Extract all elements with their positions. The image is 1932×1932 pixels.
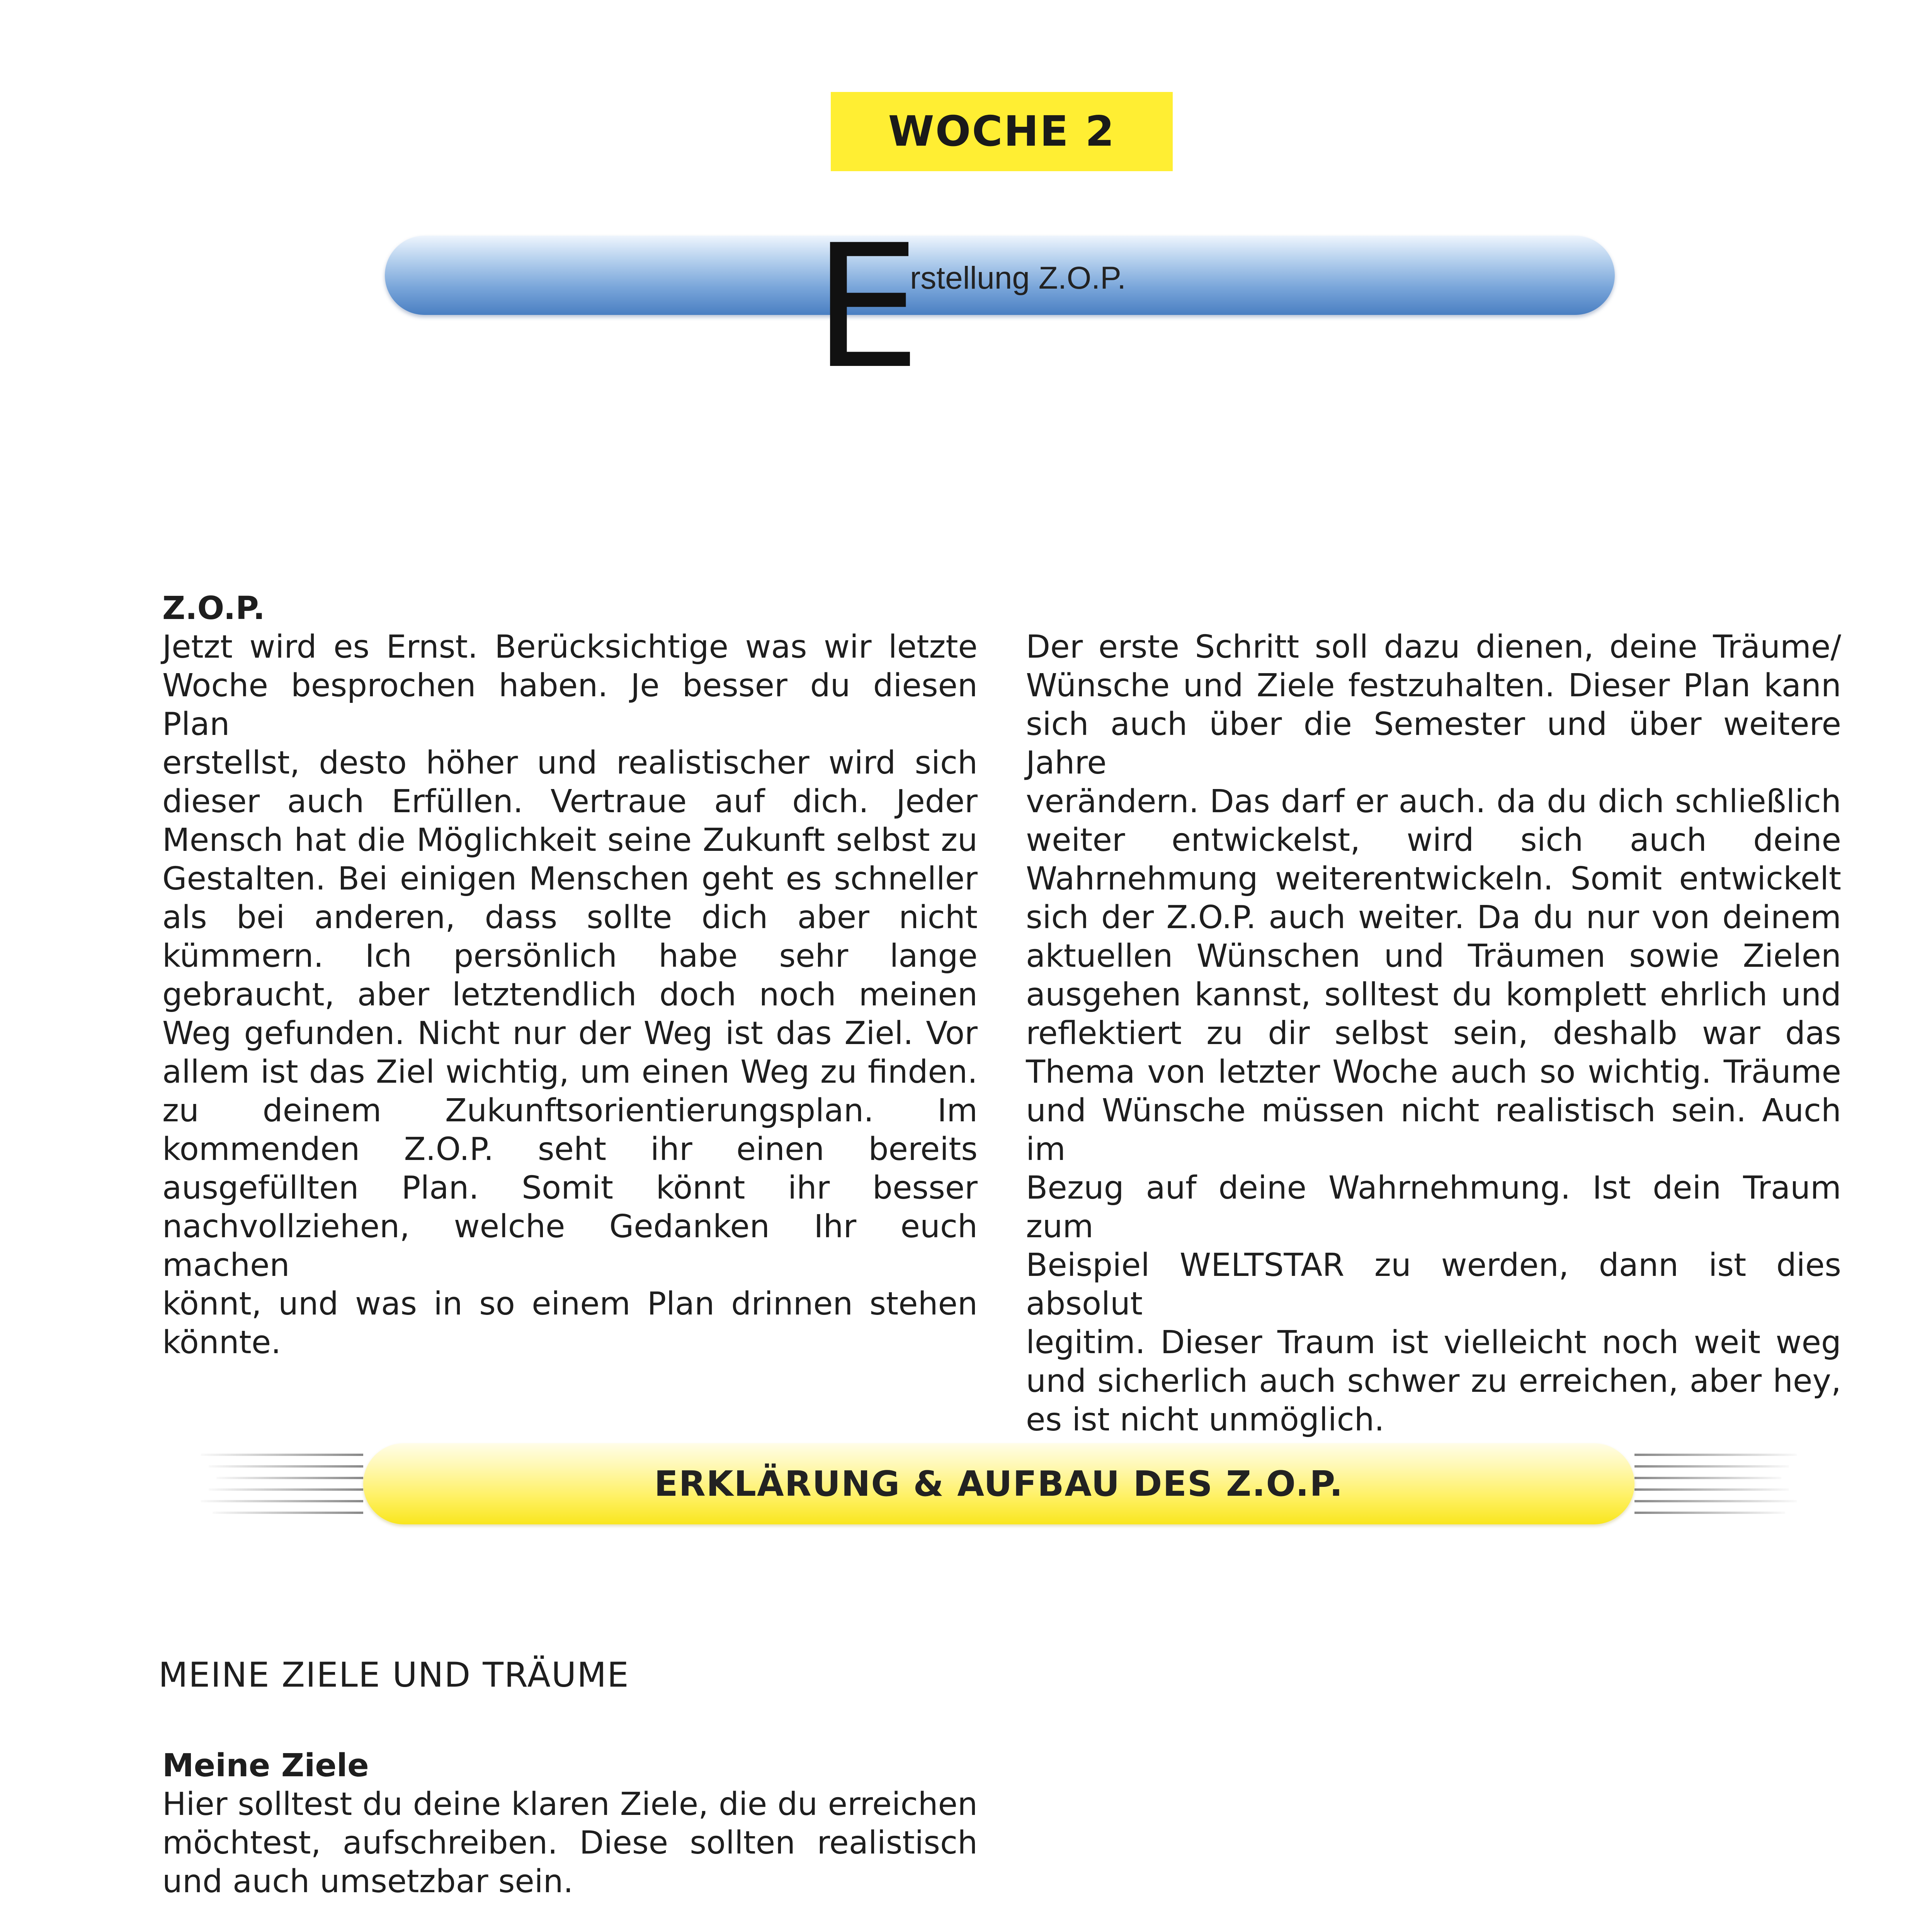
text-line: ausgefüllten Plan. Somit könnt ihr besser xyxy=(162,1170,978,1206)
intro-left-column xyxy=(162,628,978,1362)
ziele-title: Meine Ziele xyxy=(162,1747,369,1784)
ziele-traeume-heading: MEINE ZIELE UND TRÄUME xyxy=(158,1655,629,1695)
title-dropcap: E xyxy=(813,208,921,406)
text-line: Weg gefunden. Nicht nur der Weg ist das Ziel. Vor xyxy=(162,1015,978,1052)
text-line: Mensch hat die Möglichkeit seine Zukunft selbst zu xyxy=(162,822,978,859)
text-line: Wahrnehmung weiterentwickeln. Somit entwickelt xyxy=(1026,861,1841,897)
text-line: legitim. Dieser Traum ist vielleicht noch weit weg xyxy=(1026,1324,1841,1361)
text-line: nachvollziehen, welche Gedanken Ihr euch machen xyxy=(162,1208,978,1284)
text-line: erstellst, desto höher und realistischer wird sich xyxy=(162,745,978,781)
intro-heading: Z.O.P. xyxy=(162,590,265,627)
text-line: dieser auch Erfüllen. Vertraue auf dich. Jeder xyxy=(162,783,978,820)
text-line: zu deinem Zukunftsorientierungsplan. Im xyxy=(162,1092,978,1129)
intro-right-column xyxy=(1026,628,1841,1439)
speed-lines-right xyxy=(1634,1454,1797,1515)
text-line: und sicherlich auch schwer zu erreichen, aber hey, xyxy=(1026,1363,1841,1400)
week-label: WOCHE 2 xyxy=(888,107,1116,156)
text-line: Bezug auf deine Wahrnehmung. Ist dein Traum zum xyxy=(1026,1170,1841,1245)
text-line: als bei anderen, dass sollte dich aber nicht xyxy=(162,899,978,936)
text-line: Woche besprochen haben. Je besser du diesen Plan xyxy=(162,667,978,743)
text-line: Gestalten. Bei einigen Menschen geht es schneller xyxy=(162,861,978,897)
text-line: sich der Z.O.P. auch weiter. Da du nur von deinem xyxy=(1026,899,1841,936)
text-line: verändern. Das darf er auch. da du dich schließlich xyxy=(1026,783,1841,820)
text-line: ausgehen kannst, solltest du komplett ehrlich und xyxy=(1026,976,1841,1013)
text-line: und auch umsetzbar sein. xyxy=(162,1863,573,1900)
ziele-text xyxy=(162,1785,978,1901)
section-title: ERKLÄRUNG & AUFBAU DES Z.O.P. xyxy=(654,1463,1344,1504)
text-line: könnt, und was in so einem Plan drinnen stehen xyxy=(162,1286,978,1322)
text-line: weiter entwickelst, wird sich auch deine xyxy=(1026,822,1841,859)
text-line: möchtest, aufschreiben. Diese sollten realistisch xyxy=(162,1825,978,1861)
text-line: aktuellen Wünschen und Träumen sowie Zielen xyxy=(1026,938,1841,975)
text-line: Jetzt wird es Ernst. Berücksichtige was wir letzte xyxy=(162,629,978,665)
text-line: Wünsche und Ziele festzuhalten. Dieser Plan kann xyxy=(1026,667,1841,704)
speed-lines-left xyxy=(201,1454,363,1515)
week-banner xyxy=(831,92,1173,171)
text-line: es ist nicht unmöglich. xyxy=(1026,1401,1384,1438)
text-line: könnte. xyxy=(162,1324,281,1361)
text-line: und Wünsche müssen nicht realistisch sein. Auch im xyxy=(1026,1092,1841,1168)
text-line: gebraucht, aber letztendlich doch noch meinen xyxy=(162,976,978,1013)
text-line: Hier solltest du deine klaren Ziele, die du erreichen xyxy=(162,1786,978,1823)
text-line: reflektiert zu dir selbst sein, deshalb war das xyxy=(1026,1015,1841,1052)
text-line: Beispiel WELTSTAR zu werden, dann ist dies absolut xyxy=(1026,1247,1841,1322)
text-line: allem ist das Ziel wichtig, um einen Weg zu finden. xyxy=(162,1054,978,1090)
text-line: kommenden Z.O.P. seht ihr einen bereits xyxy=(162,1131,978,1168)
text-line: sich auch über die Semester und über weitere Jahre xyxy=(1026,706,1841,781)
text-line: kümmern. Ich persönlich habe sehr lange xyxy=(162,938,978,975)
text-line: Thema von letzter Woche auch so wichtig. Träume xyxy=(1026,1054,1841,1090)
page-title: rstellung Z.O.P. xyxy=(910,260,1126,296)
section-bar xyxy=(363,1443,1634,1524)
text-line: Der erste Schritt soll dazu dienen, deine Träume/ xyxy=(1026,629,1841,665)
